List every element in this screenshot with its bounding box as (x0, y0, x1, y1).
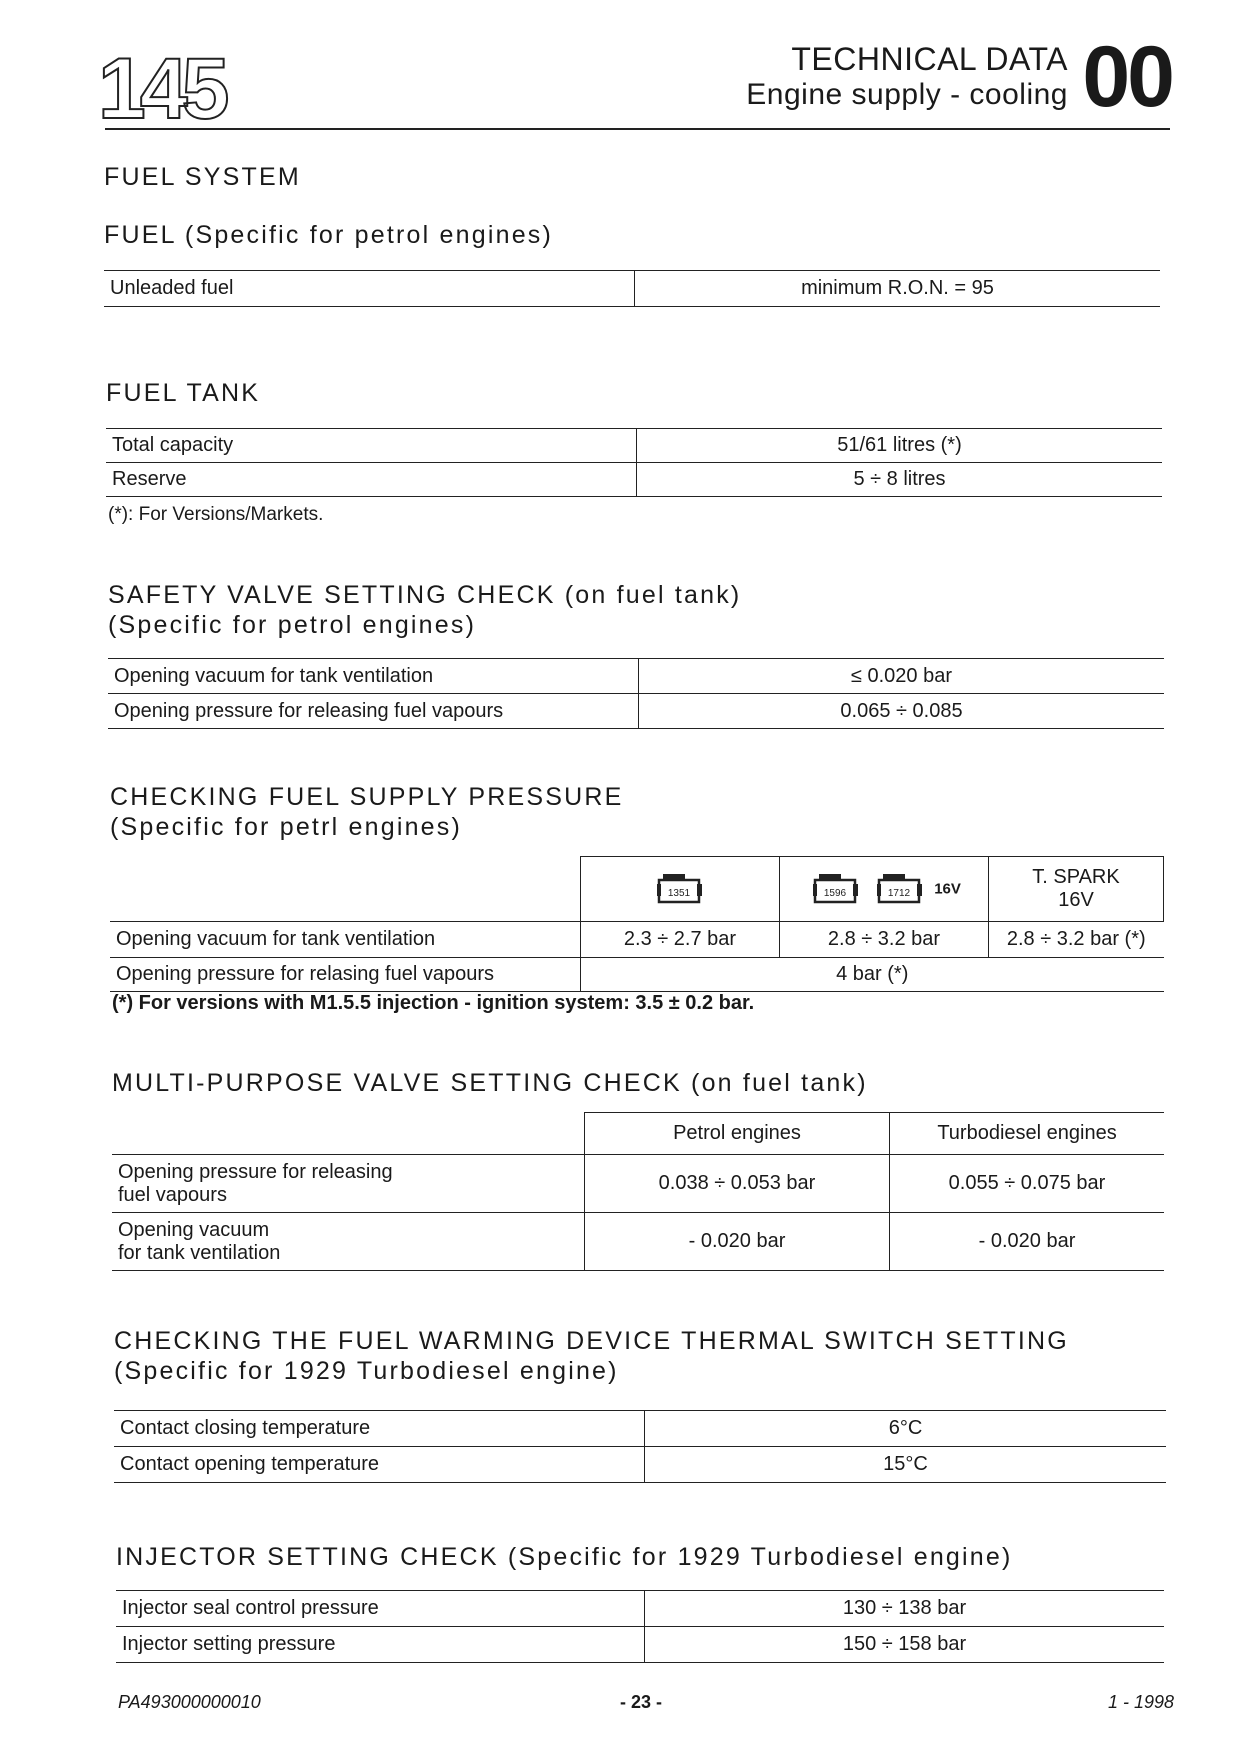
header-subtitle: Engine supply - cooling (746, 77, 1068, 111)
tspark-header (989, 857, 1164, 922)
supply-pressure-heading (110, 782, 623, 842)
row-value: 2.8 ÷ 3.2 bar (*) (989, 922, 1164, 958)
row-label: Opening pressure for releasing fuel vapours (108, 694, 639, 729)
thermal-switch-heading (114, 1326, 1069, 1386)
model-logo (96, 50, 296, 125)
row-label: Opening vacuum for tank ventilation (108, 659, 639, 694)
table-row (112, 1213, 1164, 1271)
footer-code: PA493000000010 (118, 1692, 261, 1712)
fuel-system-heading: FUEL SYSTEM (104, 163, 301, 191)
row-value: minimum R.O.N. = 95 (635, 271, 1161, 307)
row-value: 0.038 ÷ 0.053 bar (585, 1155, 890, 1213)
table-row (110, 922, 1164, 958)
header-title (746, 42, 1068, 111)
tspark-line1: T. SPARK (1032, 866, 1120, 888)
thermal-switch-heading-line1: CHECKING THE FUEL WARMING DEVICE THERMAL SWITCH SETTING (114, 1327, 1069, 1355)
petrol-header: Petrol engines (585, 1113, 890, 1155)
row-label (112, 1213, 585, 1271)
row-label-line2: fuel vapours (118, 1183, 227, 1206)
footer-page-number: - 23 - (620, 1692, 663, 1712)
row-value: - 0.020 bar (890, 1213, 1165, 1271)
table-row (106, 429, 1162, 463)
row-label: Total capacity (106, 429, 637, 463)
fuel-tank-heading: FUEL TANK (106, 379, 261, 407)
engine-block-icon (657, 872, 703, 906)
safety-valve-heading (108, 580, 741, 640)
supply-pressure-table (110, 856, 1164, 992)
row-value: 6°C (645, 1411, 1167, 1447)
row-value: 150 ÷ 158 bar (645, 1627, 1165, 1663)
supply-pressure-heading-line1: CHECKING FUEL SUPPLY PRESSURE (110, 783, 624, 811)
footer-date: 1 - 1998 (1107, 1692, 1174, 1712)
engine-1351-header (581, 857, 780, 922)
multi-purpose-heading: MULTI-PURPOSE VALVE SETTING CHECK (on fuel tank) (112, 1069, 868, 1097)
row-label: Injector seal control pressure (116, 1591, 645, 1627)
svg-text:1712: 1712 (887, 888, 910, 899)
engine-block-icon (813, 872, 859, 906)
safety-valve-table (108, 658, 1164, 729)
empty-header-cell (112, 1113, 585, 1155)
table-header-row (110, 857, 1164, 922)
tspark-line2: 16V (1058, 889, 1094, 911)
engine-1596-1712-header (780, 857, 989, 922)
fuel-table (104, 270, 1160, 307)
table-row (112, 1155, 1164, 1213)
row-value: 0.065 ÷ 0.085 (639, 694, 1165, 729)
table-row (106, 463, 1162, 497)
table-header-row (112, 1113, 1164, 1155)
row-value: - 0.020 bar (585, 1213, 890, 1271)
row-label: Injector setting pressure (116, 1627, 645, 1663)
engine-block-icon (877, 872, 923, 906)
safety-valve-heading-line1: SAFETY VALVE SETTING CHECK (on fuel tank) (108, 581, 742, 609)
svg-text:1351: 1351 (667, 888, 691, 899)
table-row (116, 1627, 1164, 1663)
turbo-header: Turbodiesel engines (890, 1113, 1165, 1155)
empty-header-cell (110, 857, 581, 922)
row-label: Reserve (106, 463, 637, 497)
supply-pressure-heading-line2: (Specific for petrl engines) (110, 813, 463, 841)
row-label (112, 1155, 585, 1213)
fuel-heading: FUEL (Specific for petrol engines) (104, 221, 554, 249)
row-label: Opening pressure for relasing fuel vapours (110, 958, 581, 992)
row-value: 5 ÷ 8 litres (637, 463, 1163, 497)
section-number: 00 (1082, 29, 1172, 125)
svg-text:145: 145 (98, 50, 224, 125)
table-row (110, 958, 1164, 992)
row-value: 130 ÷ 138 bar (645, 1591, 1165, 1627)
header-divider (105, 128, 1170, 130)
thermal-switch-table (114, 1410, 1166, 1483)
row-label: Opening vacuum for tank ventilation (110, 922, 581, 958)
row-value: 2.3 ÷ 2.7 bar (581, 922, 780, 958)
multi-purpose-table (112, 1112, 1164, 1271)
table-row (116, 1591, 1164, 1627)
row-label: Unleaded fuel (104, 271, 635, 307)
row-label-line1: Opening pressure for releasing (118, 1160, 393, 1183)
row-value: 51/61 litres (*) (637, 429, 1163, 463)
supply-pressure-note: (*) For versions with M1.5.5 injection - ignition system: 3.5 ± 0.2 bar. (112, 992, 755, 1014)
injector-heading: INJECTOR SETTING CHECK (Specific for 1929 Turbodiesel engine) (116, 1543, 1013, 1571)
table-row (114, 1447, 1166, 1483)
row-label: Contact closing temperature (114, 1411, 645, 1447)
table-row (114, 1411, 1166, 1447)
table-row (104, 271, 1160, 307)
row-value: 15°C (645, 1447, 1167, 1483)
fuel-tank-note: (*): For Versions/Markets. (108, 504, 324, 525)
safety-valve-heading-line2: (Specific for petrol engines) (108, 611, 477, 639)
engine-suffix: 16V (934, 880, 961, 898)
header-title-text: TECHNICAL DATA (791, 41, 1068, 77)
row-value: ≤ 0.020 bar (639, 659, 1165, 694)
table-row (108, 659, 1164, 694)
row-label-line2: for tank ventilation (118, 1241, 281, 1264)
fuel-tank-table (106, 428, 1162, 497)
row-value: 4 bar (*) (581, 958, 1164, 992)
row-label-line1: Opening vacuum (118, 1218, 270, 1241)
row-value: 0.055 ÷ 0.075 bar (890, 1155, 1165, 1213)
row-label: Contact opening temperature (114, 1447, 645, 1483)
row-value: 2.8 ÷ 3.2 bar (780, 922, 989, 958)
table-row (108, 694, 1164, 729)
thermal-switch-heading-line2: (Specific for 1929 Turbodiesel engine) (114, 1357, 619, 1385)
injector-table (116, 1590, 1164, 1663)
svg-text:1596: 1596 (823, 888, 847, 899)
